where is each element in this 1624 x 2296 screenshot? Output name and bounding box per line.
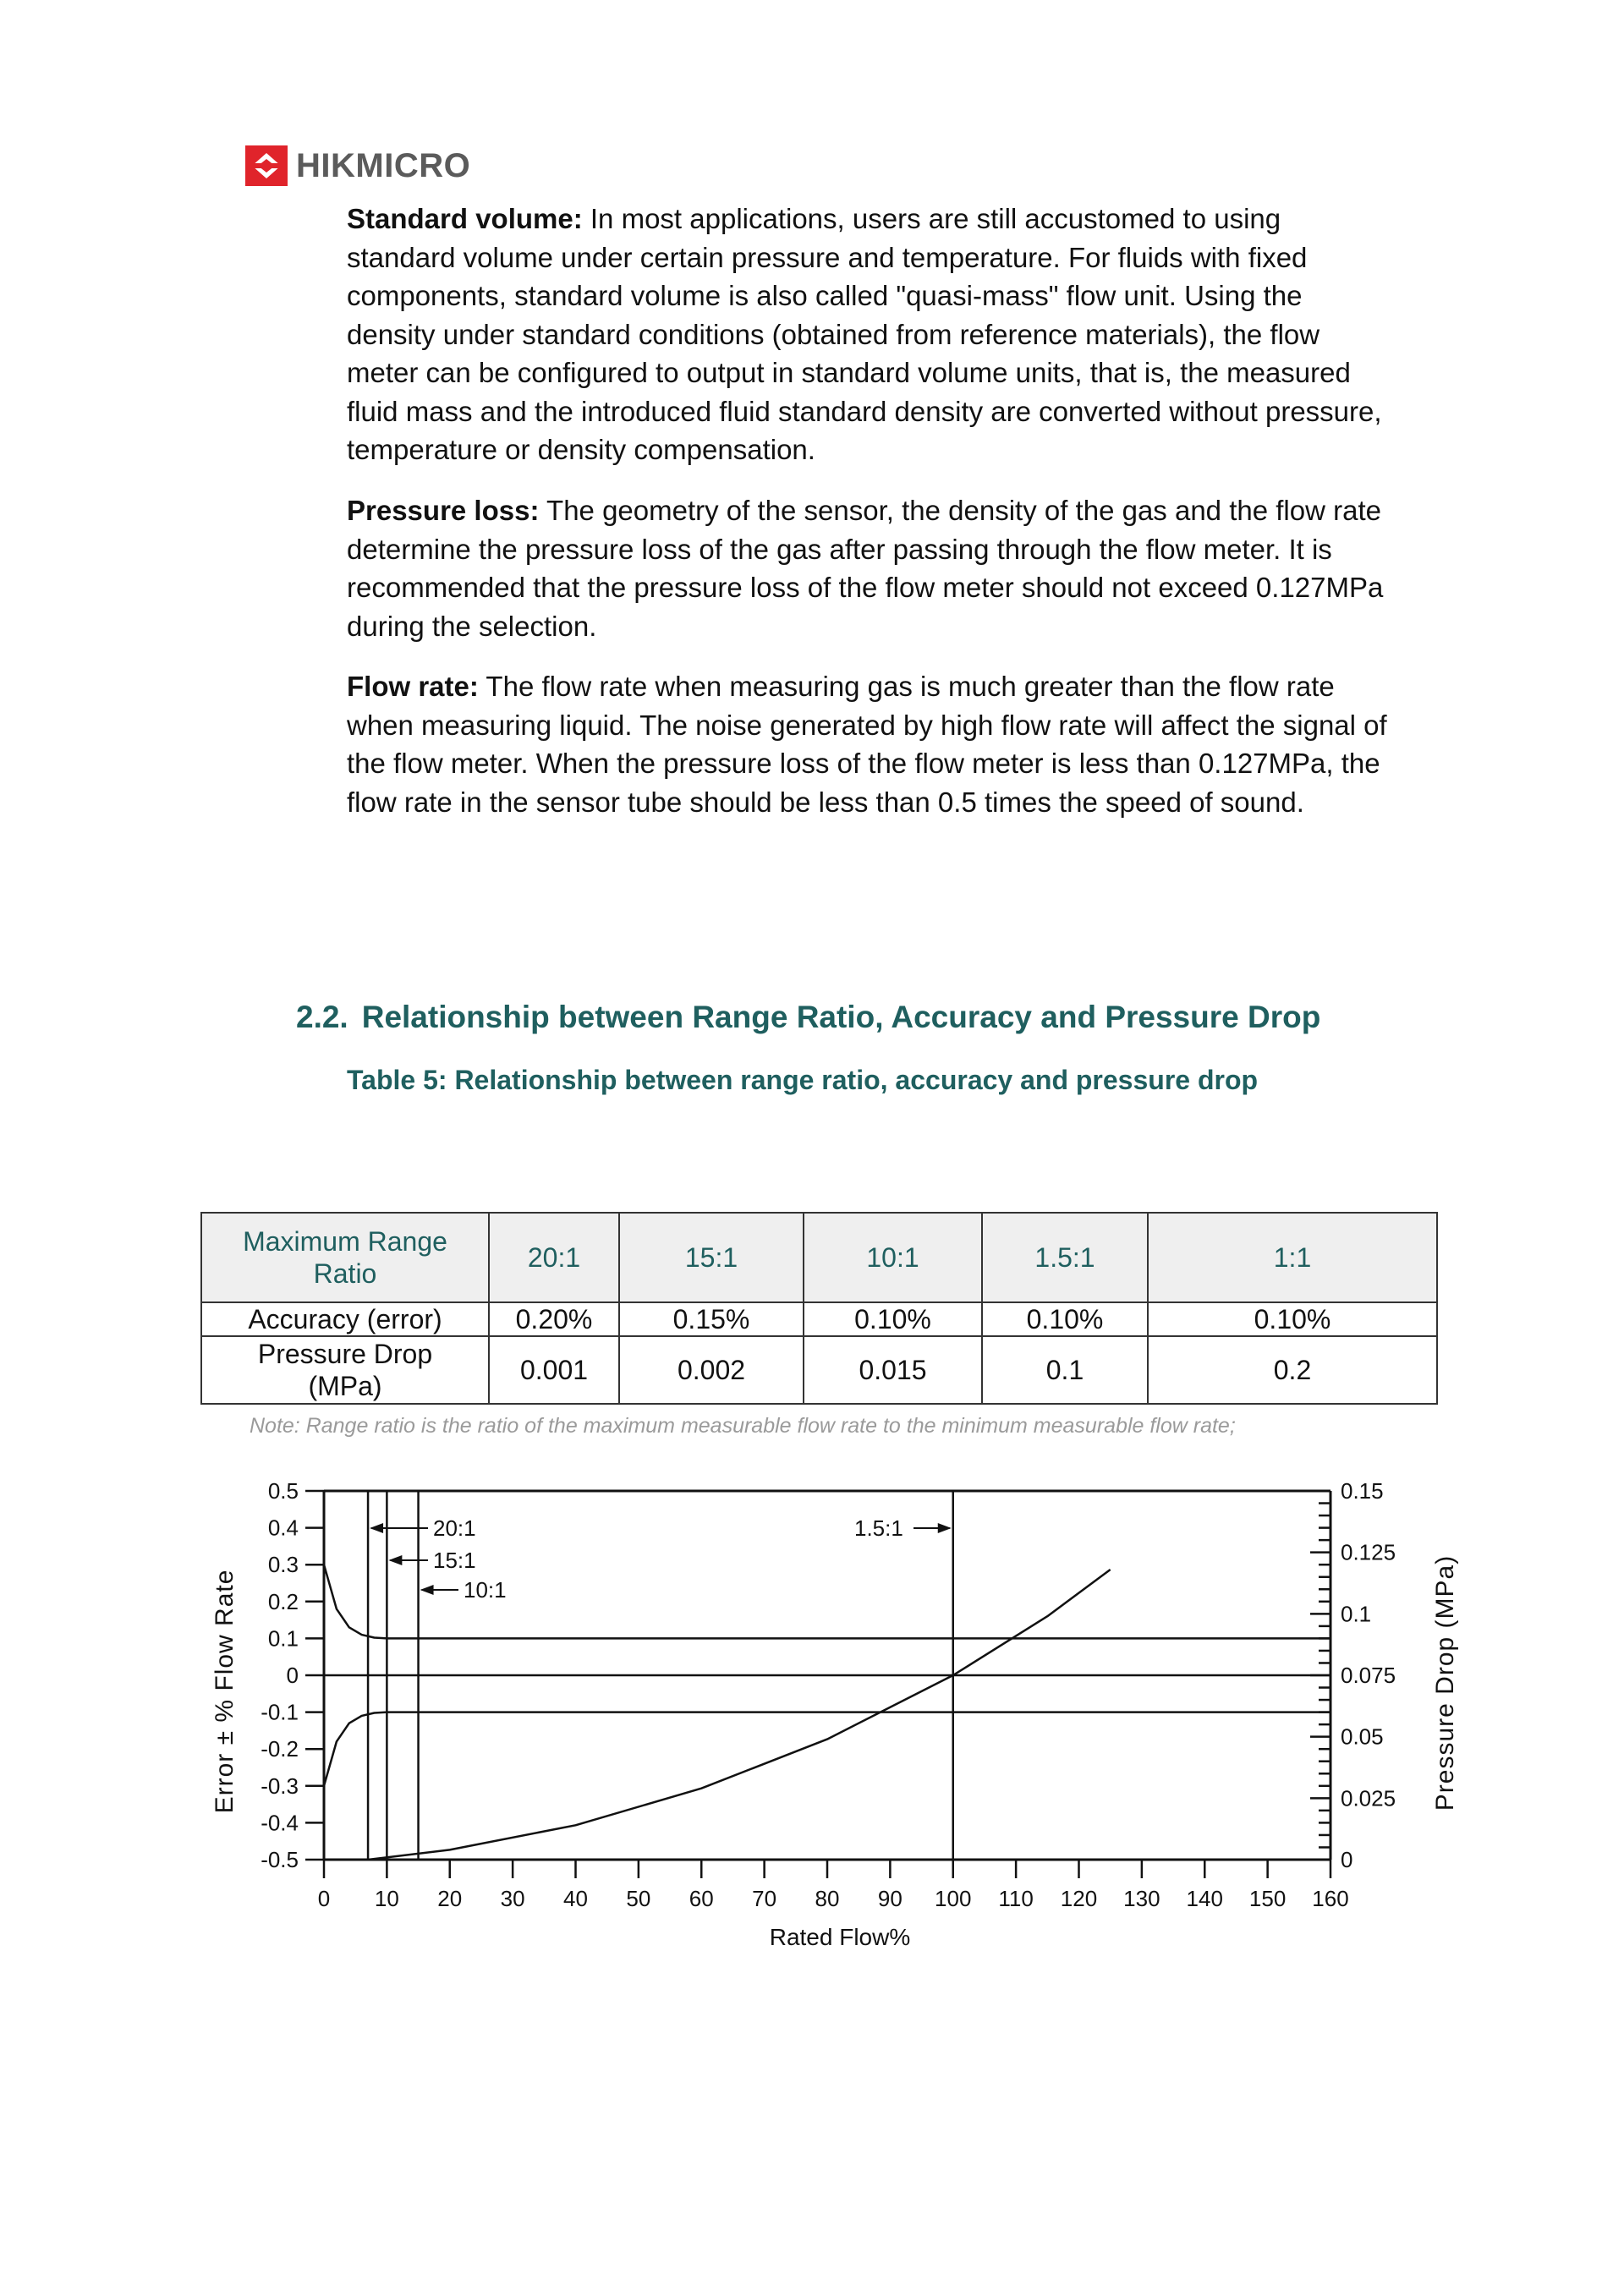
y-tick-label: -0.2 <box>261 1736 299 1762</box>
x-tick-label: 50 <box>626 1886 651 1911</box>
section-number: 2.2. <box>296 1000 348 1034</box>
table-cell: 0.20% <box>489 1302 619 1336</box>
series-line-2 <box>324 1712 1330 1786</box>
x-tick-label: 140 <box>1186 1886 1223 1911</box>
term-flow-rate: Flow rate: <box>347 671 479 702</box>
table-header-cell: 1.5:1 <box>982 1213 1148 1302</box>
x-tick-label: 90 <box>877 1886 903 1911</box>
brand-name: HIKMICRO <box>296 146 471 184</box>
x-axis-label: Rated Flow% <box>769 1924 911 1950</box>
table-cell: Pressure Drop (MPa) <box>201 1336 489 1404</box>
x-tick-label: 60 <box>689 1886 714 1911</box>
y-tick-label: 0.4 <box>267 1515 299 1541</box>
section-title: Relationship between Range Ratio, Accuracy and Pressure Drop <box>361 1000 1321 1034</box>
term-pressure-loss: Pressure loss: <box>347 495 540 526</box>
x-tick-label: 80 <box>815 1886 840 1911</box>
table-header-cell: 10:1 <box>804 1213 982 1302</box>
x-tick-label: 70 <box>752 1886 777 1911</box>
range-ratio-label: 20:1 <box>433 1515 476 1541</box>
y-tick-label: 0.3 <box>267 1552 299 1578</box>
x-tick-label: 110 <box>998 1886 1034 1911</box>
y-tick-label: 0.1 <box>267 1625 299 1652</box>
y-axis-label: Error ± % Flow Rate <box>211 1569 239 1814</box>
paragraph-text: In most applications, users are still accustomed to using standard volume under certain pressure and temperature. For fluids with fixed components, standard volume is also called "quasi-mass" flow unit. Using the density under standard conditions (obtained from reference materials), the flow meter can be configured to output in standard volume units, that is, the measured fluid mass and the introduced fluid standard density are converted without pressure, temperature or density compensation. <box>347 203 1382 465</box>
y2-tick-label: 0.1 <box>1341 1601 1372 1627</box>
x-tick-label: 40 <box>563 1886 588 1911</box>
series-line-4 <box>368 1570 1111 1860</box>
x-tick-label: 30 <box>500 1886 525 1911</box>
table-cell: 0.1 <box>982 1336 1148 1404</box>
annotation-arrowhead <box>388 1555 402 1565</box>
table-caption: Table 5: Relationship between range ratio, accuracy and pressure drop <box>347 1065 1259 1095</box>
y2-axis-label: Pressure Drop (MPa) <box>1431 1554 1459 1811</box>
y2-tick-label: 0.025 <box>1341 1785 1396 1811</box>
table-cell: Accuracy (error) <box>201 1302 489 1336</box>
chart-series <box>324 1564 1330 1860</box>
table-note: Note: Range ratio is the ratio of the maximum measurable flow rate to the minimum measurable flow rate; <box>250 1414 1236 1438</box>
range-ratio-label: 10:1 <box>464 1577 507 1603</box>
annotation-arrowhead <box>938 1523 952 1533</box>
y-tick-label: -0.3 <box>261 1773 299 1799</box>
y-tick-label: 0.2 <box>267 1588 299 1614</box>
y-tick-label: -0.5 <box>261 1847 299 1872</box>
table-cell: 0.10% <box>804 1302 982 1336</box>
annotation-arrowhead <box>420 1585 434 1595</box>
y-tick-label: -0.1 <box>261 1699 299 1725</box>
table-cell: 0.10% <box>982 1302 1148 1336</box>
x-tick-label: 100 <box>935 1886 972 1911</box>
table-header-cell: 20:1 <box>489 1213 619 1302</box>
y-tick-label: 0.5 <box>267 1478 299 1504</box>
chart-axes <box>261 1478 1396 1911</box>
table-cell: 0.015 <box>804 1336 982 1404</box>
table-cell: 0.2 <box>1148 1336 1437 1404</box>
x-tick-label: 120 <box>1060 1886 1098 1911</box>
x-tick-label: 20 <box>437 1886 463 1911</box>
x-tick-label: 150 <box>1248 1886 1287 1911</box>
paragraph-text: The geometry of the sensor, the density of the gas and the flow rate determine the pressure loss of the gas after passing through the flow meter. It is recommended that the pressure loss of the flow meter should not exceed 0.127MPa during the selection. <box>347 495 1384 642</box>
table-header-cell: 15:1 <box>619 1213 804 1302</box>
table-cell: 0.15% <box>619 1302 804 1336</box>
table-cell: 0.002 <box>619 1336 804 1404</box>
x-tick-label: 160 <box>1312 1886 1349 1911</box>
y2-tick-label: 0 <box>1341 1847 1353 1872</box>
y2-tick-label: 0.125 <box>1341 1539 1396 1565</box>
table-cell: 0.001 <box>489 1336 619 1404</box>
annotation-arrowhead <box>370 1523 383 1533</box>
y2-tick-label: 0.15 <box>1341 1478 1384 1504</box>
range-ratio-label: 15:1 <box>433 1548 476 1573</box>
range-ratio-label: 1.5:1 <box>854 1515 903 1541</box>
table-header-cell: Maximum Range Ratio <box>201 1213 489 1302</box>
paragraph-text: The flow rate when measuring gas is much greater than the flow rate when measuring liquid. The noise generated by high flow rate will affect the signal of the flow meter. When the pressure loss of the flow meter is less than 0.127MPa, the flow rate in the sensor tube should be less than 0.5 times the speed of sound. <box>347 671 1387 818</box>
x-tick-label: 130 <box>1123 1886 1160 1911</box>
table-cell: 0.10% <box>1148 1302 1437 1336</box>
term-standard-volume: Standard volume: <box>347 203 583 234</box>
y2-tick-label: 0.05 <box>1341 1723 1384 1750</box>
table-header-cell: 1:1 <box>1148 1213 1437 1302</box>
x-tick-label: 10 <box>374 1886 399 1911</box>
y-tick-label: 0 <box>286 1663 299 1688</box>
y2-tick-label: 0.075 <box>1341 1663 1396 1688</box>
x-tick-label: 0 <box>317 1886 331 1911</box>
y-tick-label: -0.4 <box>261 1810 299 1836</box>
